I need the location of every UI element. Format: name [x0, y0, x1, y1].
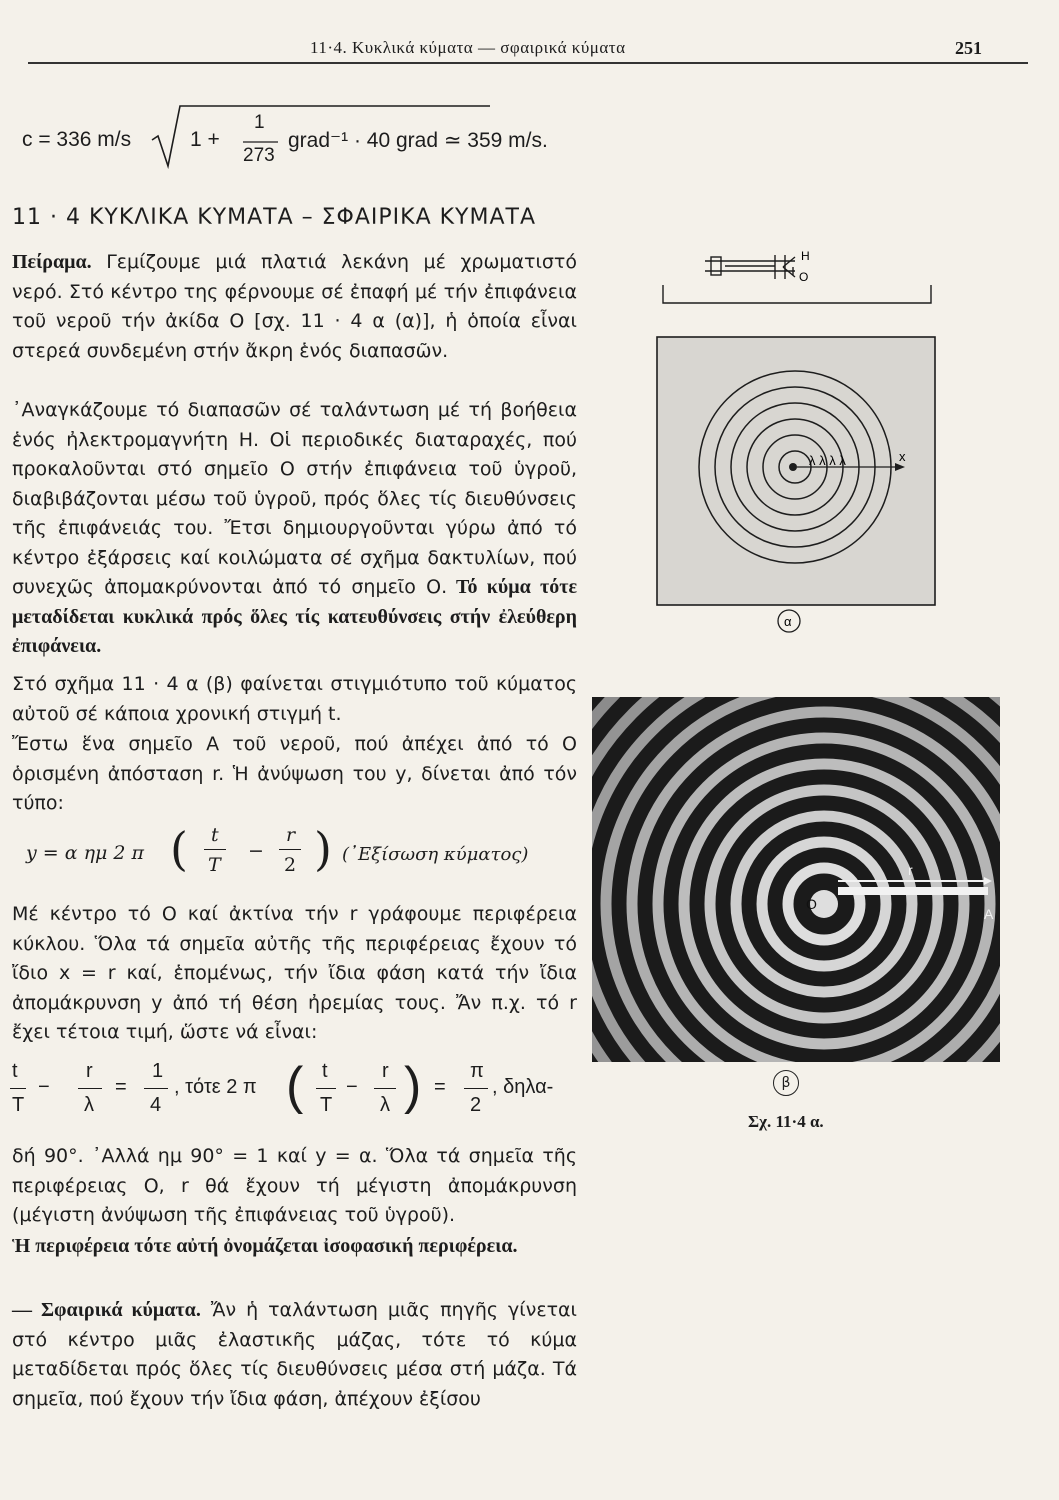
page-header	[0, 30, 1059, 70]
eq1-T-den: T	[208, 854, 221, 876]
page-number: 251	[955, 38, 982, 58]
figure-a-lambdas: λ λ λ λ	[809, 453, 846, 468]
spherical-text: Ἄν ἡ ταλάντωση μιᾶς πηγῆς γίνεται στό κέντρο μιᾶς ἐλαστικῆς μάζας, τότε τό κύμα μεταδίδεται πρός ὅλες τίς διευθύνσεις μέσα στή μάζα. Τά σημεῖα, πού ἔχουν τήν ἴδια φάση, ἀπέχουν ἐξίσου	[12, 1299, 577, 1410]
figure-a-label-O: O	[799, 270, 809, 284]
eq1-fraction-bar-2	[279, 849, 301, 850]
eq2-2: 2	[470, 1094, 482, 1116]
eq1-lhs: y = α ημ 2 π	[26, 842, 144, 864]
figure-a-label-x: x	[899, 449, 906, 464]
eq2-r-num: r	[86, 1060, 93, 1082]
eq2-bar-4	[316, 1088, 336, 1089]
spherical-label: — Σφαιρικά κύματα.	[12, 1299, 201, 1321]
oscillation-bold: Τό κύμα τότε μεταδίδεται κυκλικά πρός ὅλες τίς κατευθύνσεις στήν ἐλεύθερη ἐπιφάνεια.	[12, 576, 577, 657]
paragraph-point-a: Ἔστω ἕνα σημεῖο Α τοῦ νεροῦ, πού ἀπέχει ἀπό τό Ο ὁρισμένη ἀπόσταση r. Ἡ ἀνύψωση του y, δίνεται ἀπό τόν τύπο:	[12, 733, 577, 814]
figure-a-label-H: H	[801, 249, 810, 263]
figure-caption: Σχ. 11·4 α.	[748, 1112, 824, 1131]
eq2-eq: =	[115, 1076, 127, 1098]
eq2-l2: λ	[380, 1094, 390, 1116]
paragraph-max: δή 90°. ᾿Αλλά ημ 90° = 1 καί y = α. Ὅλα τά σημεῖα τῆς περιφέρειας Ο, r θά ἔχουν τή μέγιστη ἀπομάκρυνση (μέγιστη ἀνύψωση τῆς ἐπιφάνειας τοῦ ὑγροῦ).	[12, 1145, 577, 1226]
eq1-t-num: t	[211, 824, 219, 846]
eq1-minus: −	[248, 840, 264, 862]
eq1-rparen: )	[314, 822, 332, 876]
paragraph-oscillation	[12, 396, 577, 662]
section-title: 11 · 4 ΚΥΚΛΙΚΑ ΚΥΜΑΤΑ – ΣΦΑΙΡΙΚΑ ΚΥΜΑΤΑ	[12, 205, 536, 230]
phase-equation	[12, 1058, 582, 1133]
eq1-note: (᾿Εξίσωση κύματος)	[342, 844, 529, 865]
formula-one: 1 +	[190, 128, 220, 151]
eq1-fraction-bar	[204, 849, 226, 850]
formula-lhs: c = 336 m/s	[22, 128, 132, 151]
eq1-lparen: (	[170, 822, 188, 876]
paragraph-isophase	[12, 1232, 577, 1262]
figure-a-panel-label: α	[784, 614, 792, 629]
formula-tail: grad⁻¹ · 40 grad ≃ 359 m/s.	[288, 129, 548, 152]
formula-frac-num: 1	[254, 112, 265, 133]
eq2-rparen: )	[404, 1057, 422, 1115]
isophase-bold: Ἡ περιφέρεια τότε αὐτή ὀνομάζεται ἰσοφασική περιφέρεια.	[12, 1235, 518, 1257]
eq2-bar-5	[374, 1088, 396, 1089]
eq2-r2: r	[382, 1060, 389, 1082]
eq2-4-den: 4	[150, 1094, 162, 1116]
eq2-minus2: −	[346, 1076, 358, 1098]
experiment-label: Πείραμα.	[12, 251, 92, 273]
figure-b-panel-label: β	[773, 1070, 799, 1096]
eq2-bar-6	[464, 1088, 488, 1089]
figure-a	[655, 245, 940, 635]
figure-b-photo	[592, 697, 1000, 1062]
eq2-bar-2	[78, 1088, 102, 1089]
eq2-bar-1	[10, 1088, 26, 1089]
eq2-t-num: t	[12, 1060, 18, 1082]
eq2-T-den: T	[12, 1094, 25, 1116]
figure-b-label-O: O	[806, 896, 817, 912]
formula-speed	[22, 100, 592, 170]
eq1-2-den: 2	[284, 854, 297, 876]
eq2-T2: T	[320, 1094, 333, 1116]
paragraph-experiment	[12, 248, 577, 366]
paragraph-spherical	[12, 1296, 577, 1414]
running-title: 11·4. Κυκλικά κύματα — σφαιρικά κύματα	[310, 38, 626, 57]
eq2-lambda-den: λ	[84, 1094, 94, 1116]
paragraph-snapshot: Στό σχῆμα 11 · 4 α (β) φαίνεται στιγμιότυπο τοῦ κύματος αὐτοῦ σέ κάποια χρονική στιγμή t.	[12, 673, 577, 725]
eq2-minus: −	[38, 1076, 50, 1098]
header-rule	[28, 62, 1028, 64]
eq2-t2: t	[322, 1060, 328, 1082]
eq2-lparen: (	[286, 1057, 304, 1115]
eq2-eq2: =	[434, 1076, 446, 1098]
eq2-tail: , δηλα-	[492, 1076, 554, 1098]
eq2-pi: π	[470, 1060, 484, 1082]
eq2-bar-3	[144, 1088, 168, 1089]
eq2-1-num: 1	[152, 1060, 164, 1082]
eq1-r-num: r	[286, 824, 296, 846]
experiment-text: Γεμίζουμε μιά πλατιά λεκάνη μέ χρωματιστό νερό. Στό κέντρο της φέρνουμε σέ ἐπαφή μέ τήν ἐπιφάνεια τοῦ νεροῦ τήν ἀκίδα Ο [σχ. 11 · 4 α (α)], ἡ ὁποία εἶναι στερεά συνδεμένη στήν ἄκρη ἑνός διαπασῶν.	[12, 251, 577, 362]
figure-b-label-r: r	[908, 862, 913, 878]
figure-b-label-A: A	[984, 906, 994, 922]
figure-b-rings	[592, 697, 1000, 1062]
paragraph-circle: Μέ κέντρο τό Ο καί ἀκτίνα τήν r γράφουμε περιφέρεια κύκλου. Ὅλα τά σημεῖα αὐτῆς τῆς περιφέρειας ἔχουν τό ἴδιο x = r καί, ἑπομένως, τήν ἴδια φάση κατά τήν ἴδια ἀπομάκρυνση y ἀπό τή θέση ἠρεμίας τους. Ἄν π.χ. τό r ἔχει τέτοια τιμή, ὥστε νά εἶναι:	[12, 903, 577, 1043]
figure-a-diagram	[655, 245, 940, 635]
wave-equation	[12, 822, 582, 888]
oscillation-text: ᾿Αναγκάζουμε τό διαπασῶν σέ ταλάντωση μέ τή βοήθεια ἑνός ἠλεκτρομαγνήτη Η. Οἱ περιοδικές διαταραχές, πού προκαλοῦνται στό σημεῖο Ο στήν ἐπιφάνεια τοῦ ὑγροῦ, διαβιβάζονται μέσω τοῦ ὑγροῦ, πρός ὅλες τίς διευθύνσεις τῆς ἐπιφάνειάς του. Ἔτσι δημιουργοῦνται γύρω ἀπό τό κέντρο ἐξάρσεις καί κοιλώματα σέ σχῆμα δακτυλίων, πού συνεχῶς ἀπομακρύνονται ἀπό τό σημεῖο Ο.	[12, 399, 577, 598]
eq2-then: , τότε 2 π	[174, 1076, 257, 1098]
formula-frac-den: 273	[243, 145, 275, 166]
